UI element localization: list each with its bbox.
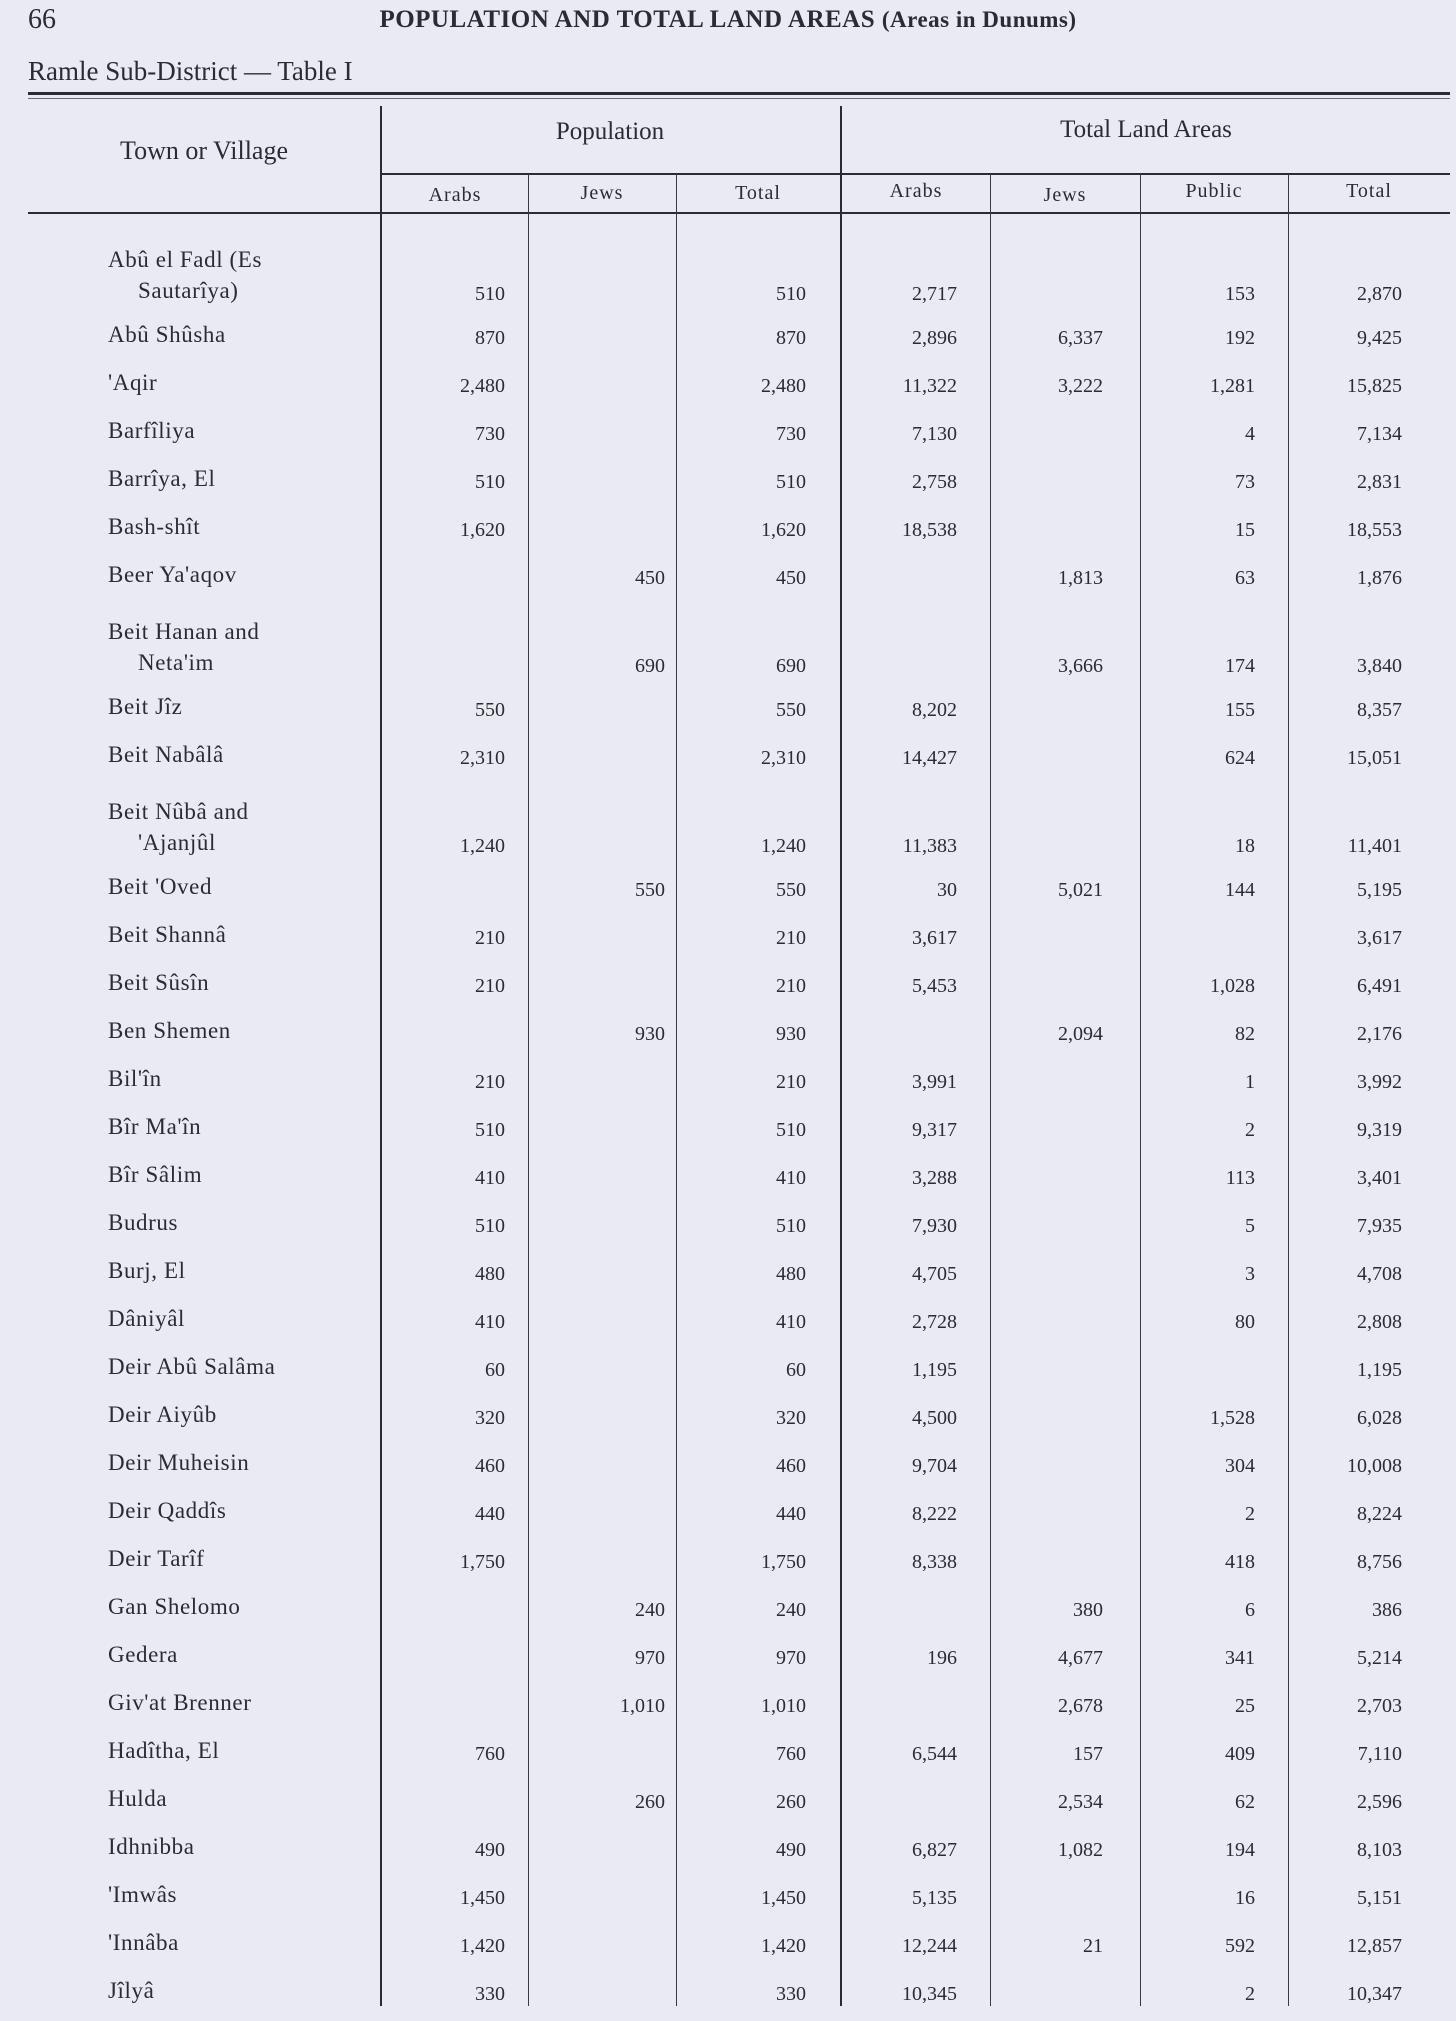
cell-total-pop: 970 [776,1647,806,1669]
cell-total-pop: 690 [776,655,806,677]
cell-public: 5 [1245,1215,1255,1237]
table-row [0,1678,1456,1726]
table-row [0,310,1456,358]
cell-total-pop: 1,010 [761,1695,806,1717]
cell-arabs-pop: 760 [475,1743,505,1765]
cell-public: 25 [1235,1695,1255,1717]
cell-total-land: 4,708 [1357,1263,1402,1285]
village-name [108,871,338,902]
cell-arabs-pop: 550 [475,699,505,721]
village-name-line: 'Aqir [108,370,158,395]
cell-arabs-land: 7,930 [912,1215,957,1237]
page-title-main: POPULATION AND TOTAL LAND AREAS [379,6,876,33]
table-row [0,1774,1456,1822]
cell-jews-pop: 690 [635,655,665,677]
header-group-rule [382,173,1450,175]
cell-jews-land: 5,021 [1058,879,1103,901]
cell-total-land: 8,103 [1357,1839,1402,1861]
village-name-line: Beer Ya'aqov [108,562,237,587]
cell-public: 2 [1245,1119,1255,1141]
cell-public: 144 [1225,879,1255,901]
cell-arabs-land: 9,704 [912,1455,957,1477]
table-row [0,1726,1456,1774]
village-name-line: Bîr Sâlim [108,1162,203,1187]
cell-total-pop: 210 [776,1071,806,1093]
cell-arabs-land: 1,195 [912,1359,957,1381]
cell-public: 6 [1245,1599,1255,1621]
table-row [0,1246,1456,1294]
cell-total-land: 2,176 [1357,1023,1402,1045]
cell-public: 2 [1245,1503,1255,1525]
table-row [0,730,1456,778]
village-name-line: Beit Jîz [108,694,183,719]
table-row [0,598,1456,686]
cell-total-land: 5,195 [1357,879,1402,901]
cell-arabs-land: 2,758 [912,471,957,493]
cell-total-pop: 440 [776,1503,806,1525]
cell-total-pop: 210 [776,927,806,949]
village-name-line: Gedera [108,1642,178,1667]
top-rule-thin [28,98,1450,99]
cell-jews-pop: 260 [635,1791,665,1813]
village-name-line: 'Imwâs [108,1882,178,1907]
column-header-village: Town or Village [120,136,288,165]
cell-jews-land: 3,222 [1058,375,1103,397]
cell-public: 592 [1225,1935,1255,1957]
cell-total-pop: 410 [776,1311,806,1333]
cell-jews-pop: 450 [635,567,665,589]
cell-arabs-pop: 330 [475,1983,505,2005]
cell-arabs-pop: 510 [475,1215,505,1237]
top-rule [28,92,1450,95]
subheader-jews-pop: Jews [580,182,624,204]
village-name-line: Idhnibba [108,1834,195,1859]
cell-arabs-land: 196 [927,1647,957,1669]
cell-total-pop: 550 [776,699,806,721]
cell-arabs-pop: 730 [475,423,505,445]
cell-jews-land: 1,082 [1058,1839,1103,1861]
cell-total-land: 11,401 [1347,835,1402,857]
page-title-note: (Areas in Dunums) [881,7,1077,32]
cell-total-pop: 2,480 [761,375,806,397]
cell-public: 192 [1225,327,1255,349]
cell-arabs-pop: 410 [475,1311,505,1333]
cell-arabs-pop: 440 [475,1503,505,1525]
village-name-line: Barrîya, El [108,466,216,491]
cell-total-pop: 460 [776,1455,806,1477]
cell-total-pop: 510 [776,471,806,493]
table-row [0,1966,1456,2014]
cell-total-land: 2,703 [1357,1695,1402,1717]
cell-total-land: 2,808 [1357,1311,1402,1333]
village-name-line: Barfîliya [108,418,196,443]
village-name-line: Deir Tarîf [108,1546,205,1571]
village-name-line: 'Innâba [108,1930,179,1955]
village-name [108,616,338,678]
village-name-line: Bash-shît [108,514,201,539]
cell-total-pop: 760 [776,1743,806,1765]
cell-total-land: 8,357 [1357,699,1402,721]
village-name-line: Beit Shannâ [108,922,227,947]
village-name-continuation: 'Ajanjûl [138,830,216,855]
village-name-line: Budrus [108,1210,179,1235]
subheader-public: Public [1185,180,1243,202]
cell-arabs-land: 2,896 [912,327,957,349]
cell-jews-land: 1,813 [1058,567,1103,589]
cell-arabs-land: 11,383 [902,835,957,857]
cell-public: 1,028 [1210,975,1255,997]
cell-total-land: 18,553 [1347,519,1402,541]
cell-public: 418 [1225,1551,1255,1573]
cell-arabs-pop: 2,480 [460,375,505,397]
village-name-line: Deir Qaddîs [108,1498,227,1523]
village-name [108,1687,338,1718]
cell-total-land: 8,224 [1357,1503,1402,1525]
cell-arabs-land: 5,135 [912,1887,957,1909]
cell-total-pop: 410 [776,1167,806,1189]
table-row [0,1870,1456,1918]
cell-public: 73 [1235,471,1255,493]
village-name-line: Abû el Fadl (Es [108,247,263,272]
cell-arabs-pop: 2,310 [460,747,505,769]
cell-public: 62 [1235,1791,1255,1813]
cell-arabs-pop: 1,420 [460,1935,505,1957]
village-name-line: Deir Aiyûb [108,1402,217,1427]
cell-total-land: 9,425 [1357,327,1402,349]
cell-total-pop: 240 [776,1599,806,1621]
cell-arabs-land: 7,130 [912,423,957,445]
cell-jews-land: 21 [1083,1935,1103,1957]
cell-total-pop: 550 [776,879,806,901]
village-name-line: Bil'în [108,1066,162,1091]
village-name-line: Jîlyâ [108,1978,155,2003]
table-row [0,1918,1456,1966]
page-title [0,6,1456,34]
cell-total-pop: 2,310 [761,747,806,769]
cell-total-pop: 480 [776,1263,806,1285]
cell-jews-pop: 240 [635,1599,665,1621]
table-row [0,406,1456,454]
cell-arabs-land: 6,544 [912,1743,957,1765]
cell-arabs-pop: 510 [475,471,505,493]
cell-total-land: 1,195 [1357,1359,1402,1381]
village-name-line: Ben Shemen [108,1018,231,1043]
cell-public: 2 [1245,1983,1255,2005]
village-name [108,1639,338,1670]
cell-jews-pop: 1,010 [620,1695,665,1717]
cell-public: 1,528 [1210,1407,1255,1429]
table-row [0,1582,1456,1630]
group-header-population: Population [555,118,665,145]
cell-public: 341 [1225,1647,1255,1669]
table-row [0,958,1456,1006]
cell-total-pop: 1,450 [761,1887,806,1909]
table-row [0,1822,1456,1870]
cell-total-pop: 510 [776,1119,806,1141]
village-name-line: Deir Abû Salâma [108,1354,276,1379]
village-name-line: Beit Nûbâ and [108,799,249,824]
cell-arabs-land: 8,202 [912,699,957,721]
cell-total-pop: 260 [776,1791,806,1813]
cell-arabs-pop: 480 [475,1263,505,1285]
cell-arabs-pop: 320 [475,1407,505,1429]
village-name-line: Burj, El [108,1258,186,1283]
table-row [0,910,1456,958]
cell-jews-land: 2,678 [1058,1695,1103,1717]
cell-total-land: 12,857 [1347,1935,1402,1957]
village-name [108,1783,338,1814]
table-row [0,454,1456,502]
cell-public: 3 [1245,1263,1255,1285]
cell-total-land: 15,825 [1347,375,1402,397]
cell-public: 304 [1225,1455,1255,1477]
village-name-line: Gan Shelomo [108,1594,241,1619]
cell-total-pop: 60 [786,1359,806,1381]
cell-arabs-pop: 870 [475,327,505,349]
subheader-arabs-pop: Arabs [428,184,482,206]
subheader-jews-land: Jews [1043,184,1087,206]
page-number: 66 [28,4,56,35]
table-row [0,1198,1456,1246]
village-name-line: Beit 'Oved [108,874,213,899]
table-row [0,1102,1456,1150]
village-name-line: Bîr Ma'în [108,1114,202,1139]
village-name [108,559,338,590]
cell-arabs-land: 3,991 [912,1071,957,1093]
cell-public: 4 [1245,423,1255,445]
table-row [0,1006,1456,1054]
cell-total-land: 10,347 [1347,1983,1402,2005]
table-row [0,1534,1456,1582]
cell-total-land: 15,051 [1347,747,1402,769]
cell-total-land: 3,617 [1357,927,1402,949]
cell-total-pop: 510 [776,1215,806,1237]
cell-total-land: 7,134 [1357,423,1402,445]
cell-arabs-pop: 510 [475,283,505,305]
cell-public: 194 [1225,1839,1255,1861]
cell-public: 16 [1235,1887,1255,1909]
cell-total-land: 2,870 [1357,283,1402,305]
cell-arabs-land: 12,244 [902,1935,957,1957]
table-row [0,502,1456,550]
village-name-line: Beit Sûsîn [108,970,210,995]
village-name [108,1591,338,1622]
cell-arabs-pop: 1,620 [460,519,505,541]
village-name [108,1015,338,1046]
cell-arabs-pop: 490 [475,1839,505,1861]
cell-public: 113 [1225,1167,1255,1189]
cell-total-land: 6,028 [1357,1407,1402,1429]
table-row [0,1486,1456,1534]
cell-total-pop: 330 [776,1983,806,2005]
cell-public: 153 [1225,283,1255,305]
cell-arabs-pop: 1,240 [460,835,505,857]
cell-public: 174 [1225,655,1255,677]
cell-total-land: 1,876 [1357,567,1402,589]
cell-arabs-land: 30 [937,879,957,901]
cell-jews-land: 157 [1073,1743,1103,1765]
table-row [0,1150,1456,1198]
village-name-line: Giv'at Brenner [108,1690,252,1715]
cell-arabs-land: 14,427 [902,747,957,769]
village-name-line: Deir Muheisin [108,1450,250,1475]
cell-total-pop: 210 [776,975,806,997]
cell-total-land: 8,756 [1357,1551,1402,1573]
cell-total-pop: 1,750 [761,1551,806,1573]
cell-total-land: 7,110 [1357,1743,1402,1765]
cell-total-land: 7,935 [1357,1215,1402,1237]
table-row [0,358,1456,406]
cell-total-pop: 730 [776,423,806,445]
village-name-line: Abû Shûsha [108,322,226,347]
cell-jews-pop: 970 [635,1647,665,1669]
cell-total-pop: 1,240 [761,835,806,857]
table-row [0,1342,1456,1390]
cell-arabs-land: 8,222 [912,1503,957,1525]
cell-public: 409 [1225,1743,1255,1765]
cell-total-land: 5,214 [1357,1647,1402,1669]
cell-total-pop: 930 [776,1023,806,1045]
cell-arabs-pop: 1,450 [460,1887,505,1909]
cell-public: 80 [1235,1311,1255,1333]
cell-jews-land: 6,337 [1058,327,1103,349]
cell-total-land: 10,008 [1347,1455,1402,1477]
cell-arabs-land: 2,717 [912,283,957,305]
cell-arabs-pop: 210 [475,975,505,997]
cell-total-land: 2,596 [1357,1791,1402,1813]
cell-total-pop: 1,420 [761,1935,806,1957]
village-name-line: Beit Hanan and [108,619,260,644]
cell-arabs-land: 6,827 [912,1839,957,1861]
cell-total-land: 5,151 [1357,1887,1402,1909]
cell-arabs-land: 11,322 [902,375,957,397]
cell-jews-land: 3,666 [1058,655,1103,677]
cell-total-pop: 490 [776,1839,806,1861]
header-bottom-rule [28,212,1450,214]
table-row [0,862,1456,910]
cell-arabs-pop: 1,750 [460,1551,505,1573]
cell-total-land: 9,319 [1357,1119,1402,1141]
cell-total-land: 3,840 [1357,655,1402,677]
cell-public: 15 [1235,519,1255,541]
cell-total-pop: 450 [776,567,806,589]
cell-arabs-land: 18,538 [902,519,957,541]
village-name-line: Beit Nabâlâ [108,742,224,767]
cell-jews-land: 4,677 [1058,1647,1103,1669]
table-subtitle: Ramle Sub-District — Table I [28,56,353,86]
cell-jews-land: 2,094 [1058,1023,1103,1045]
cell-arabs-land: 8,338 [912,1551,957,1573]
group-header-land: Total Land Areas [1060,116,1232,143]
table-row [0,550,1456,598]
cell-arabs-land: 5,453 [912,975,957,997]
village-name-line: Dâniyâl [108,1306,186,1331]
village-name-line: Hadîtha, El [108,1738,220,1763]
cell-total-land: 2,831 [1357,471,1402,493]
cell-jews-pop: 550 [635,879,665,901]
table-row [0,1438,1456,1486]
village-name-line: Hulda [108,1786,168,1811]
cell-total-land: 3,401 [1357,1167,1402,1189]
cell-public: 624 [1225,747,1255,769]
cell-total-pop: 510 [776,283,806,305]
cell-total-pop: 870 [776,327,806,349]
cell-public: 82 [1235,1023,1255,1045]
cell-total-land: 6,491 [1357,975,1402,997]
subheader-arabs-land: Arabs [889,180,943,202]
cell-arabs-pop: 460 [475,1455,505,1477]
table-row [0,1390,1456,1438]
cell-arabs-land: 4,705 [912,1263,957,1285]
cell-public: 18 [1235,835,1255,857]
cell-jews-land: 2,534 [1058,1791,1103,1813]
village-name-continuation: Neta'im [138,650,215,675]
cell-total-land: 386 [1372,1599,1402,1621]
cell-total-land: 3,992 [1357,1071,1402,1093]
table-row [0,226,1456,314]
subheader-total-pop: Total [735,182,781,204]
cell-arabs-land: 10,345 [902,1983,957,2005]
cell-public: 1 [1245,1071,1255,1093]
cell-arabs-land: 9,317 [912,1119,957,1141]
cell-arabs-pop: 510 [475,1119,505,1141]
cell-arabs-pop: 410 [475,1167,505,1189]
table-row [0,1630,1456,1678]
subheader-total-land: Total [1346,180,1392,202]
cell-total-pop: 320 [776,1407,806,1429]
table-row [0,682,1456,730]
village-name-continuation: Sautarîya) [138,278,239,303]
table-row [0,1054,1456,1102]
cell-public: 1,281 [1210,375,1255,397]
cell-jews-land: 380 [1073,1599,1103,1621]
table-row [0,1294,1456,1342]
cell-arabs-pop: 210 [475,1071,505,1093]
cell-arabs-pop: 60 [485,1359,505,1381]
cell-total-pop: 1,620 [761,519,806,541]
cell-arabs-land: 3,617 [912,927,957,949]
cell-arabs-land: 2,728 [912,1311,957,1333]
cell-arabs-land: 4,500 [912,1407,957,1429]
cell-jews-pop: 930 [635,1023,665,1045]
cell-arabs-pop: 210 [475,927,505,949]
cell-public: 63 [1235,567,1255,589]
table-row [0,778,1456,866]
cell-public: 155 [1225,699,1255,721]
cell-arabs-land: 3,288 [912,1167,957,1189]
